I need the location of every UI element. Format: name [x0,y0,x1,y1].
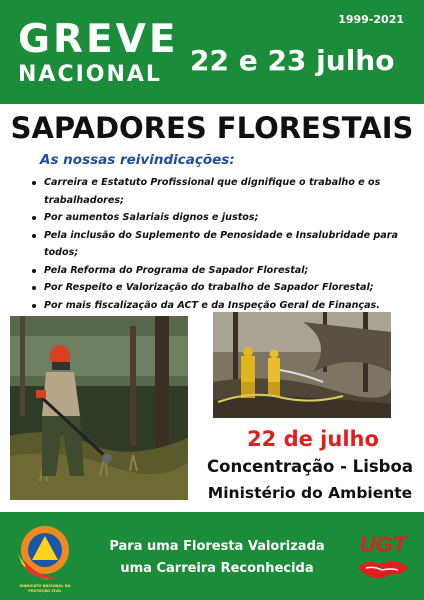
photo-firefighters-illustration [213,312,391,418]
bullet-icon [32,304,36,308]
claims-heading: As nossas reivindicações: [40,152,235,168]
claim-text: Por aumentos Salariais dignos e justos; [44,212,259,223]
nacional-title: NACIONAL [18,62,162,87]
ugt-logo-text: UGT [359,532,407,557]
years-label: 1999-2021 [338,13,404,26]
list-item [30,174,402,209]
claims-list [30,174,402,314]
list-item [30,209,402,227]
page-title: SAPADORES FLORESTAIS [10,111,414,145]
footer-slogan [92,536,342,580]
photo-worker-brushcutter [10,316,188,500]
bullet-icon [32,216,36,220]
slogan-line-2: uma Carreira Reconhecida [120,561,314,576]
event-place: Concentração - Lisboa [207,457,413,476]
footer-banner [0,512,424,600]
claim-text: Por mais fiscalização da ACT e da Inspeção Geral de Finanças. [44,299,380,311]
bullet-icon [32,286,36,290]
slogan-line-1: Para uma Floresta Valorizada [109,539,325,554]
left-logo-label: SINDICATO NACIONAL DA PROTEÇÃO CIVIL [19,584,71,593]
list-item [30,279,402,297]
claim-text: Pela Reforma do Programa de Sapador Florestal; [44,264,309,276]
ugt-handshake-logo-icon [352,526,414,588]
bullet-icon [32,269,36,273]
bullet-icon [32,234,36,238]
list-item [30,227,402,262]
event-date: 22 de julho [247,427,379,451]
header-banner [0,0,424,104]
bullet-icon [32,181,36,185]
photo-firefighters [213,312,391,418]
protection-civil-logo-icon [10,520,80,592]
list-item [30,262,402,280]
claim-text: Pela inclusão do Suplemento de Penosidade e Insalubridade para todos; [44,229,398,258]
greve-title: GREVE [18,17,179,62]
claim-text: Por Respeito e Valorização do trabalho de Sapador Florestal; [44,282,374,293]
strike-dates: 22 e 23 julho [190,44,395,77]
event-organization: Ministério do Ambiente [207,484,413,502]
photo-worker-illustration [10,316,188,500]
claim-text: Carreira e Estatuto Profissional que dignifique o trabalho e os trabalhadores; [44,177,381,206]
